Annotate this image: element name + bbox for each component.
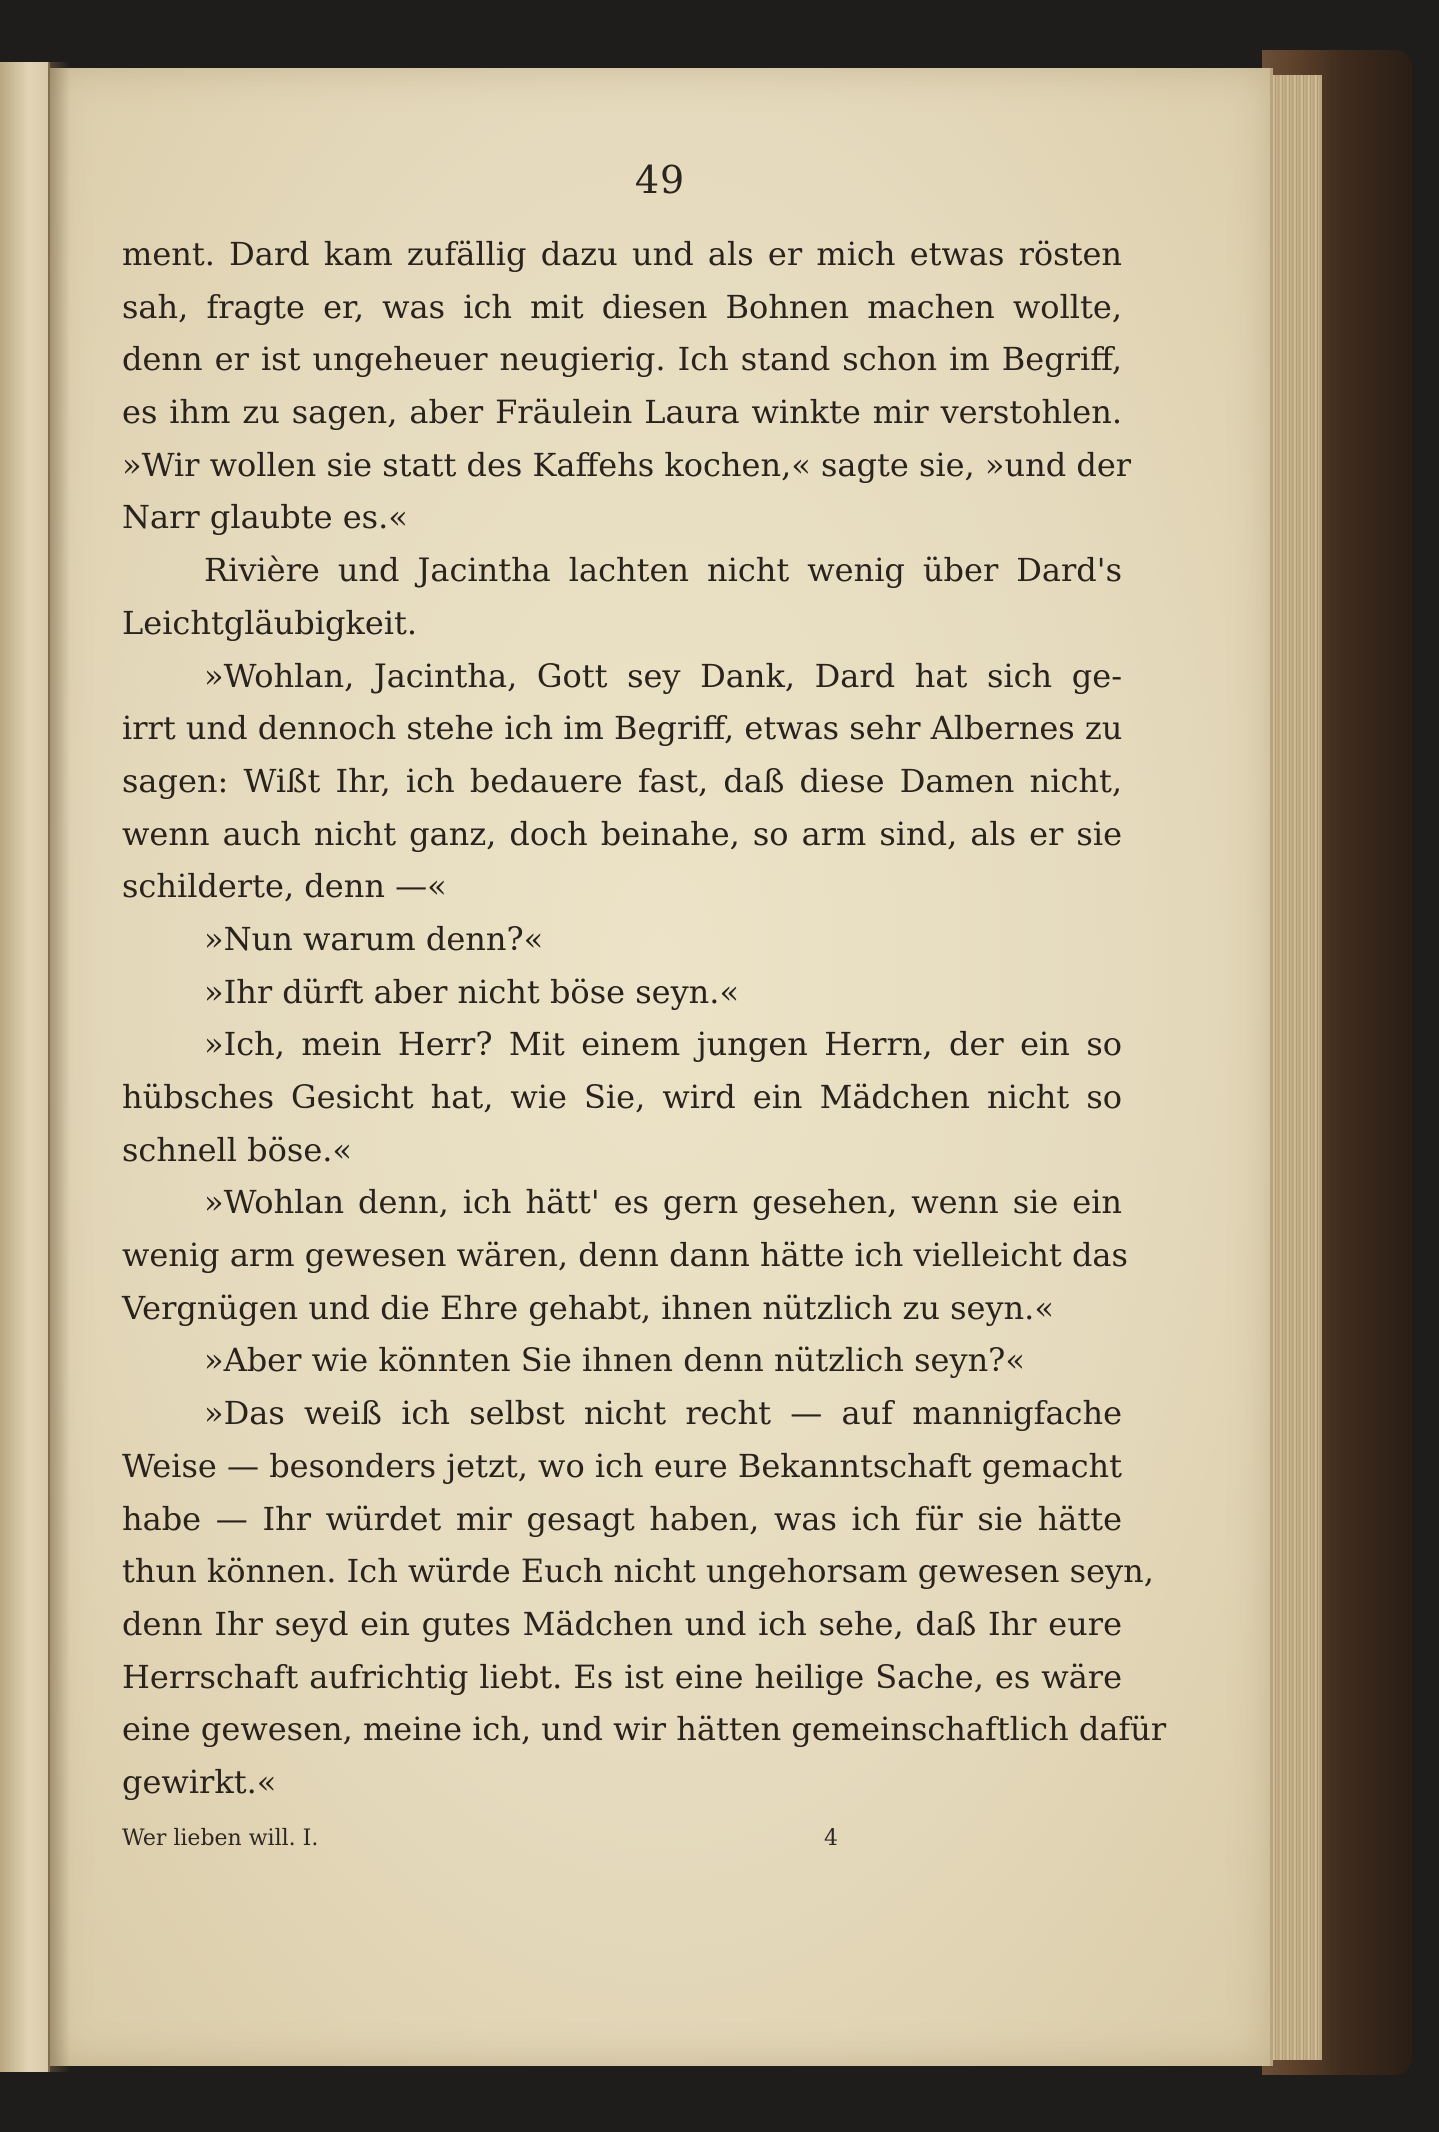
text-line: denn er ist ungeheuer neugierig. Ich stand schon im Begriff, <box>122 340 1122 379</box>
body-text <box>122 228 1167 1809</box>
text-line: Leichtgläubigkeit. <box>122 603 418 642</box>
text-line: es ihm zu sagen, aber Fräulein Laura winkte mir verstohlen. <box>122 393 1122 432</box>
footer-sheet-number: 4 <box>824 1826 838 1851</box>
text-line: »Nun warum denn?« <box>204 919 544 958</box>
text-line: habe — Ihr würdet mir gesagt haben, was ich für sie hätte <box>122 1499 1122 1538</box>
text-line: Vergnügen und die Ehre gehabt, ihnen nützlich zu seyn.« <box>122 1288 1054 1327</box>
footer-signature: Wer lieben will. I. <box>122 1826 319 1851</box>
book-page <box>50 68 1273 2066</box>
text-line: irrt und dennoch stehe ich im Begriff, etwas sehr Albernes zu <box>122 709 1123 748</box>
text-line: denn Ihr seyd ein gutes Mädchen und ich sehe, daß Ihr eure <box>122 1604 1122 1643</box>
text-line: eine gewesen, meine ich, und wir hätten gemeinschaftlich dafür <box>122 1710 1167 1749</box>
text-line: Herrschaft aufrichtig liebt. Es ist eine heilige Sache, es wäre <box>122 1657 1122 1696</box>
text-line: Rivière und Jacintha lachten nicht wenig über Dard's <box>204 551 1122 590</box>
text-line: Narr glaubte es.« <box>122 498 408 537</box>
text-line: ment. Dard kam zufällig dazu und als er mich etwas rösten <box>122 235 1122 273</box>
text-line: »Wohlan denn, ich hätt' es gern gesehen, wenn sie ein <box>204 1183 1122 1222</box>
text-line: wenn auch nicht ganz, doch beinahe, so arm sind, als er sie <box>122 814 1122 853</box>
text-line: gewirkt.« <box>122 1762 277 1801</box>
text-line: Weise — besonders jetzt, wo ich eure Bekanntschaft gemacht <box>122 1446 1122 1485</box>
text-line: sagen: Wißt Ihr, ich bedauere fast, daß diese Damen nicht, <box>122 761 1122 800</box>
text-line: »Ich, mein Herr? Mit einem jungen Herrn, der ein so <box>204 1025 1122 1064</box>
text-line: schilderte, denn —« <box>122 867 447 906</box>
spine-shadow <box>48 62 70 2072</box>
text-line: »Aber wie könnten Sie ihnen denn nützlich seyn?« <box>204 1341 1025 1380</box>
text-line: »Wir wollen sie statt des Kaffehs kochen,« sagte sie, »und der <box>122 445 1132 484</box>
page-number: 49 <box>634 158 686 202</box>
text-line: hübsches Gesicht hat, wie Sie, wird ein Mädchen nicht so <box>122 1078 1122 1116</box>
previous-page-edge <box>0 62 50 2072</box>
text-line: »Wohlan, Jacintha, Gott sey Dank, Dard hat sich ge- <box>204 656 1122 695</box>
text-line: sah, fragte er, was ich mit diesen Bohnen machen wollte, <box>122 287 1122 326</box>
text-line: »Ihr dürft aber nicht böse seyn.« <box>204 972 740 1011</box>
text-line: »Das weiß ich selbst nicht recht — auf mannigfache <box>204 1394 1122 1433</box>
text-line: thun können. Ich würde Euch nicht ungehorsam gewesen seyn, <box>122 1552 1154 1591</box>
text-line: wenig arm gewesen wären, denn dann hätte ich vielleicht das <box>122 1236 1128 1275</box>
text-line: schnell böse.« <box>122 1130 352 1169</box>
